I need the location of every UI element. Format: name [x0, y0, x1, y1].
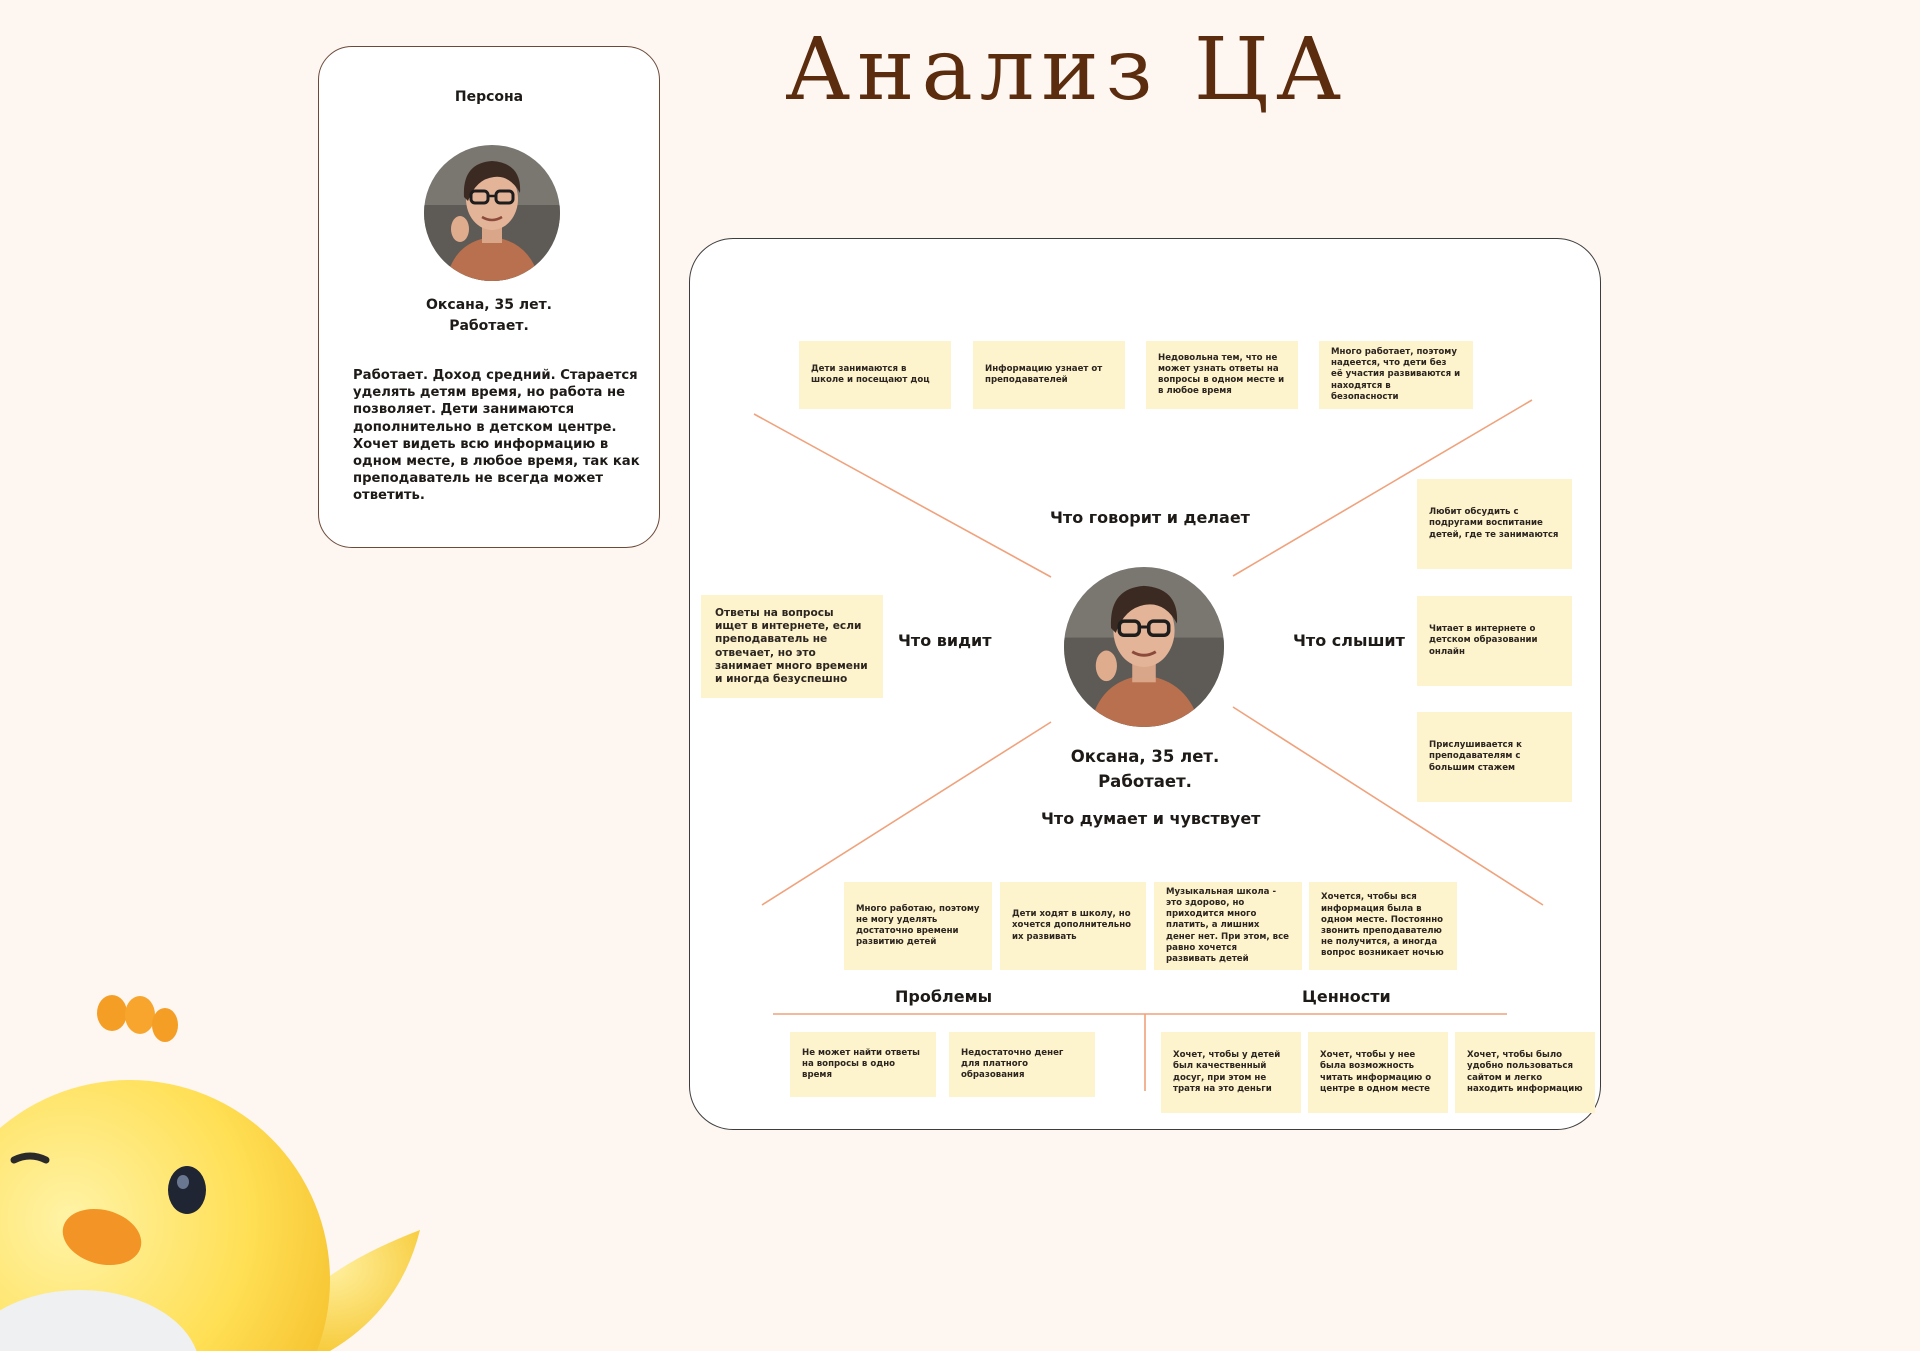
- sticky-says-3: Недовольна тем, что не может узнать ответы на вопросы в одном месте и в любое время: [1146, 341, 1298, 409]
- sticky-problems-1: Не может найти ответы на вопросы в одно время: [790, 1032, 936, 1097]
- label-values: Ценности: [1302, 987, 1391, 1006]
- sticky-thinks-1: Много работаю, поэтому не могу уделять достаточно времени развитию детей: [844, 882, 992, 970]
- sticky-hears-1: Любит обсудить с подругами воспитание детей, где те занимаются: [1417, 479, 1572, 569]
- sticky-thinks-4: Хочется, чтобы вся информация была в одном месте. Постоянно звонить преподавателю не получится, а иногда вопрос возникает ночью: [1309, 882, 1457, 970]
- persona-card: [318, 46, 660, 548]
- center-name-line1: Оксана, 35 лет.: [1070, 747, 1220, 766]
- persona-name-line1: Оксана, 35 лет.: [426, 297, 552, 313]
- persona-name-line2: Работает.: [449, 318, 529, 334]
- persona-description: Работает. Доход средний. Старается уделять детям время, но работа не позволяет. Дети занимаются дополнительно в детском центре. Хочет видеть всю информацию в одном месте, в любое время, так как преподаватель не всегда может ответить.: [353, 368, 640, 504]
- persona-name: [319, 295, 659, 337]
- sticky-says-4: Много работает, поэтому надеется, что дети без её участия развиваются и находятся в безопасности: [1319, 341, 1473, 409]
- sticky-thinks-2: Дети ходят в школу, но хочется дополнительно их развивать: [1000, 882, 1146, 970]
- page-title: Анализ ЦА: [785, 20, 1349, 120]
- center-persona-photo: [1064, 567, 1224, 727]
- center-name-line2: Работает.: [1098, 772, 1192, 791]
- sticky-says-2: Информацию узнает от преподавателей: [973, 341, 1125, 409]
- sticky-values-1: Хочет, чтобы у детей был качественный досуг, при этом не тратя на это деньги: [1161, 1032, 1301, 1113]
- sticky-problems-2: Недостаточно денег для платного образования: [949, 1032, 1095, 1097]
- label-says-does: Что говорит и делает: [1050, 508, 1250, 527]
- center-persona-name: [990, 744, 1300, 794]
- empathy-map-card: [689, 238, 1601, 1130]
- label-hears: Что слышит: [1293, 631, 1405, 650]
- line-top-left: [754, 414, 1051, 577]
- label-sees: Что видит: [898, 631, 992, 650]
- sticky-values-2: Хочет, чтобы у нее была возможность читать информацию о центре в одном месте: [1308, 1032, 1448, 1113]
- chick-mascot-icon: [0, 980, 440, 1351]
- persona-photo: [424, 145, 560, 281]
- sticky-hears-2: Читает в интернете о детском образовании онлайн: [1417, 596, 1572, 686]
- label-problems: Проблемы: [895, 987, 993, 1006]
- sticky-hears-3: Прислушивается к преподавателям с большим стажем: [1417, 712, 1572, 802]
- label-thinks-feels: Что думает и чувствует: [1041, 809, 1261, 828]
- sticky-thinks-3: Музыкальная школа - это здорово, но приходится много платить, а лишних денег нет. При этом, все равно хочется развивать детей: [1154, 882, 1302, 970]
- persona-label: Персона: [454, 89, 524, 105]
- sticky-values-3: Хочет, чтобы было удобно пользоваться сайтом и легко находить информацию: [1455, 1032, 1595, 1113]
- sticky-says-1: Дети занимаются в школе и посещают доц: [799, 341, 951, 409]
- sticky-sees-1: Ответы на вопросы ищет в интернете, если преподаватель не отвечает, но это занимает много времени и иногда безуспешно: [701, 595, 883, 698]
